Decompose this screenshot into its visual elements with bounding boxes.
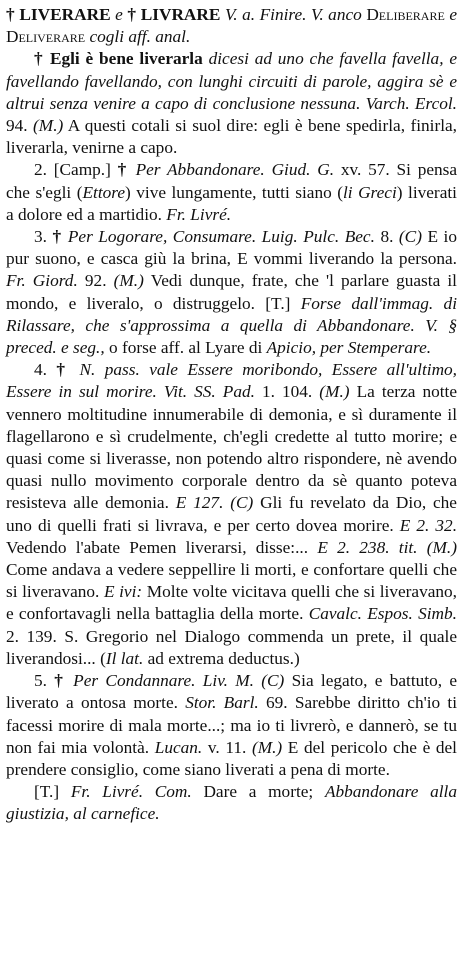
source-abbr: Giud. G.	[271, 160, 335, 180]
sense-number: 4.	[34, 360, 47, 380]
source-ref: 8.	[380, 227, 394, 247]
source-mark: (C)	[398, 227, 422, 247]
source-ref: 1. 104.	[262, 382, 313, 402]
footer-note	[6, 781, 457, 825]
conjunction: e	[449, 5, 457, 24]
source-ref: E 127.	[175, 493, 224, 513]
affinity-note: cogli aff. anal.	[89, 27, 191, 47]
citation-text: A questi cotali si suol dire: egli è bene spedirla, finirla, liverarla, venirne a capo.	[6, 116, 458, 158]
citation-name: Ettore	[82, 182, 126, 202]
editor-note: di	[248, 338, 263, 358]
source-mark: (C)	[261, 671, 285, 691]
citation-text: Si pensa che s'egli (	[6, 160, 458, 202]
sense-4	[6, 359, 457, 670]
citation-text: Vedendo l'abate Pemen liverarsi, disse:...	[6, 537, 309, 557]
source-mark: (C)	[230, 493, 254, 513]
sense-definition: N. pass. vale Essere moribondo, Essere all'ultimo, Essere in sul morire.	[6, 360, 458, 402]
citation-text: Molte volte vicitava quelli che si liveravano, e confortavagli nella battaglia della morte.	[6, 582, 457, 624]
dagger-mark: †	[117, 160, 129, 180]
source-abbr: Varch. Ercol.	[365, 93, 458, 113]
variant-deliberare: Deliberare	[366, 5, 445, 24]
dagger-mark: †	[52, 227, 63, 247]
source-ref: xv. 57.	[340, 160, 390, 180]
dagger-mark: †	[34, 49, 45, 69]
sense-definition: Per Condannare.	[73, 671, 196, 691]
sense-definition: Per Logorare, Consumare.	[67, 227, 257, 247]
citation-text: Dare a morte;	[203, 782, 314, 802]
citation-text: Gli fu revelato da Dio, che uno di quelli frati si livrava, e per certo dovea morire.	[6, 493, 457, 535]
citation-text: Abbandonare alla giustizia, al carnefice.	[6, 782, 457, 824]
citation-text: Sarebbe diritto ch'io ti facessi morire di mala morte...; ma io ti livrerò, e dannerò, se tu non fai mia volontà.	[6, 693, 457, 757]
source-mark: (M.)	[33, 116, 64, 136]
tag: [T.]	[34, 782, 60, 802]
citation-text: La terza notte vennero moltitudine innumerabile di demonia, e sì duramente il flagellarono e sì crudelmente, ch'egli credette al tutto morire; e quasi come si liverasse, non potendo altro rispondere, nè avendo quasi nullo movimento corporale dentro da sè quanto poteva resisteva alle demonia.	[6, 382, 457, 513]
source-abbr: Liv. M.	[202, 671, 254, 691]
source-abbr: Com.	[154, 782, 192, 802]
citation-text: ) vive lungamente, tutti siano (	[125, 182, 343, 202]
source-abbr: Cavalc. Espos. Simb.	[308, 604, 457, 624]
source-abbr: Fr. Livré.	[166, 204, 232, 224]
source-mark: (M.)	[113, 271, 144, 291]
sense-3	[6, 226, 457, 359]
source-ref: 92.	[84, 271, 107, 291]
editor-note: o forse aff. al	[109, 338, 201, 358]
latin-note: Il lat.	[105, 648, 144, 668]
sense-number: 5.	[34, 671, 47, 691]
editor-note: Apicio,	[266, 338, 317, 358]
conjunction: e	[115, 5, 123, 24]
source-abbr: Vit. SS. Pad.	[163, 382, 255, 402]
citation-text: Sia legato, e battuto, e liverato a ontosa morte.	[6, 671, 457, 713]
editor-note: preced. e seg.,	[6, 338, 105, 358]
editor-note: per Stemperare.	[320, 338, 432, 358]
tag: [Camp.]	[53, 160, 111, 180]
dagger-mark: †	[54, 671, 66, 691]
source-ref: 2. 139.	[6, 626, 57, 646]
dagger-mark: †	[56, 360, 71, 380]
source-abbr: Fr. Giord.	[6, 271, 78, 291]
sense-2	[6, 159, 457, 226]
citation-text: ad extrema deductus.)	[147, 648, 300, 668]
sense-phrase: Egli è bene liverarla	[49, 49, 203, 69]
source-mark: (M.)	[251, 737, 283, 757]
source-abbr: Luig. Pulc. Bec.	[261, 227, 375, 247]
citation-text: E io pur suono, e casca giù la brina, E vommi liverando la persona.	[6, 227, 457, 269]
entry-head	[6, 4, 457, 48]
sense-definition: Per Abbandonare.	[135, 160, 265, 180]
tag: [T.]	[265, 293, 291, 313]
source-ref: E 2. 238.	[317, 537, 390, 557]
citation-text: E del pericolo che è del prendere consiglio, come siano liverati a pena di morte.	[6, 737, 457, 779]
source-ref: tit.	[398, 537, 418, 557]
source-mark: (M.)	[426, 537, 457, 557]
headword-livrare: LIVRARE	[140, 5, 221, 24]
grammar-note: V. a. Finire. V. anco	[224, 5, 362, 24]
editor-note: Forse dall'immag. di Rilassare, che s'approssima a quella di Abbandonare. V. §	[6, 293, 457, 335]
source-mark: (M.)	[319, 382, 350, 402]
dagger-mark: †	[127, 5, 137, 24]
source-abbr: Fr. Livré.	[70, 782, 144, 802]
sense-number: 2.	[34, 160, 47, 180]
variant-deliverare: Deliverare	[6, 27, 86, 47]
source-ref: E 2. 32.	[399, 515, 458, 535]
source-ref: 69.	[266, 693, 288, 713]
citation-text: S. Gregorio nel Dialogo commenda un prete, il quale liverandosi... (	[6, 626, 457, 668]
source-abbr: Lucan.	[154, 737, 203, 757]
editor-note: Lyare	[205, 338, 245, 358]
sense-5	[6, 670, 457, 781]
dagger-mark: †	[6, 5, 15, 24]
source-ref: v. 11.	[207, 737, 247, 757]
source-ref: E ivi:	[103, 582, 143, 602]
sense-1	[6, 48, 457, 159]
source-ref: 94.	[6, 116, 28, 136]
sense-number: 3.	[34, 227, 47, 247]
headword-liverare: LIVERARE	[19, 5, 111, 24]
citation-text: ) liverati a dolore ed a martidio.	[6, 182, 457, 224]
citation-text: Vedi dunque, frate, che 'l parlare guasta il mondo, e liveralo, o distruggelo.	[6, 271, 457, 313]
citation-name: li Greci	[342, 182, 397, 202]
citation-text: Come andava a vedere seppellire li morti, e confortare quelli che si liveravano.	[6, 560, 457, 602]
source-abbr: Stor. Barl.	[185, 693, 259, 713]
sense-definition: dicesi ad uno che favella favella, e favellando favellando, con lunghi circuiti di parole, aggira sè e altrui senza venire a capo di conclusione nessuna.	[6, 49, 457, 113]
